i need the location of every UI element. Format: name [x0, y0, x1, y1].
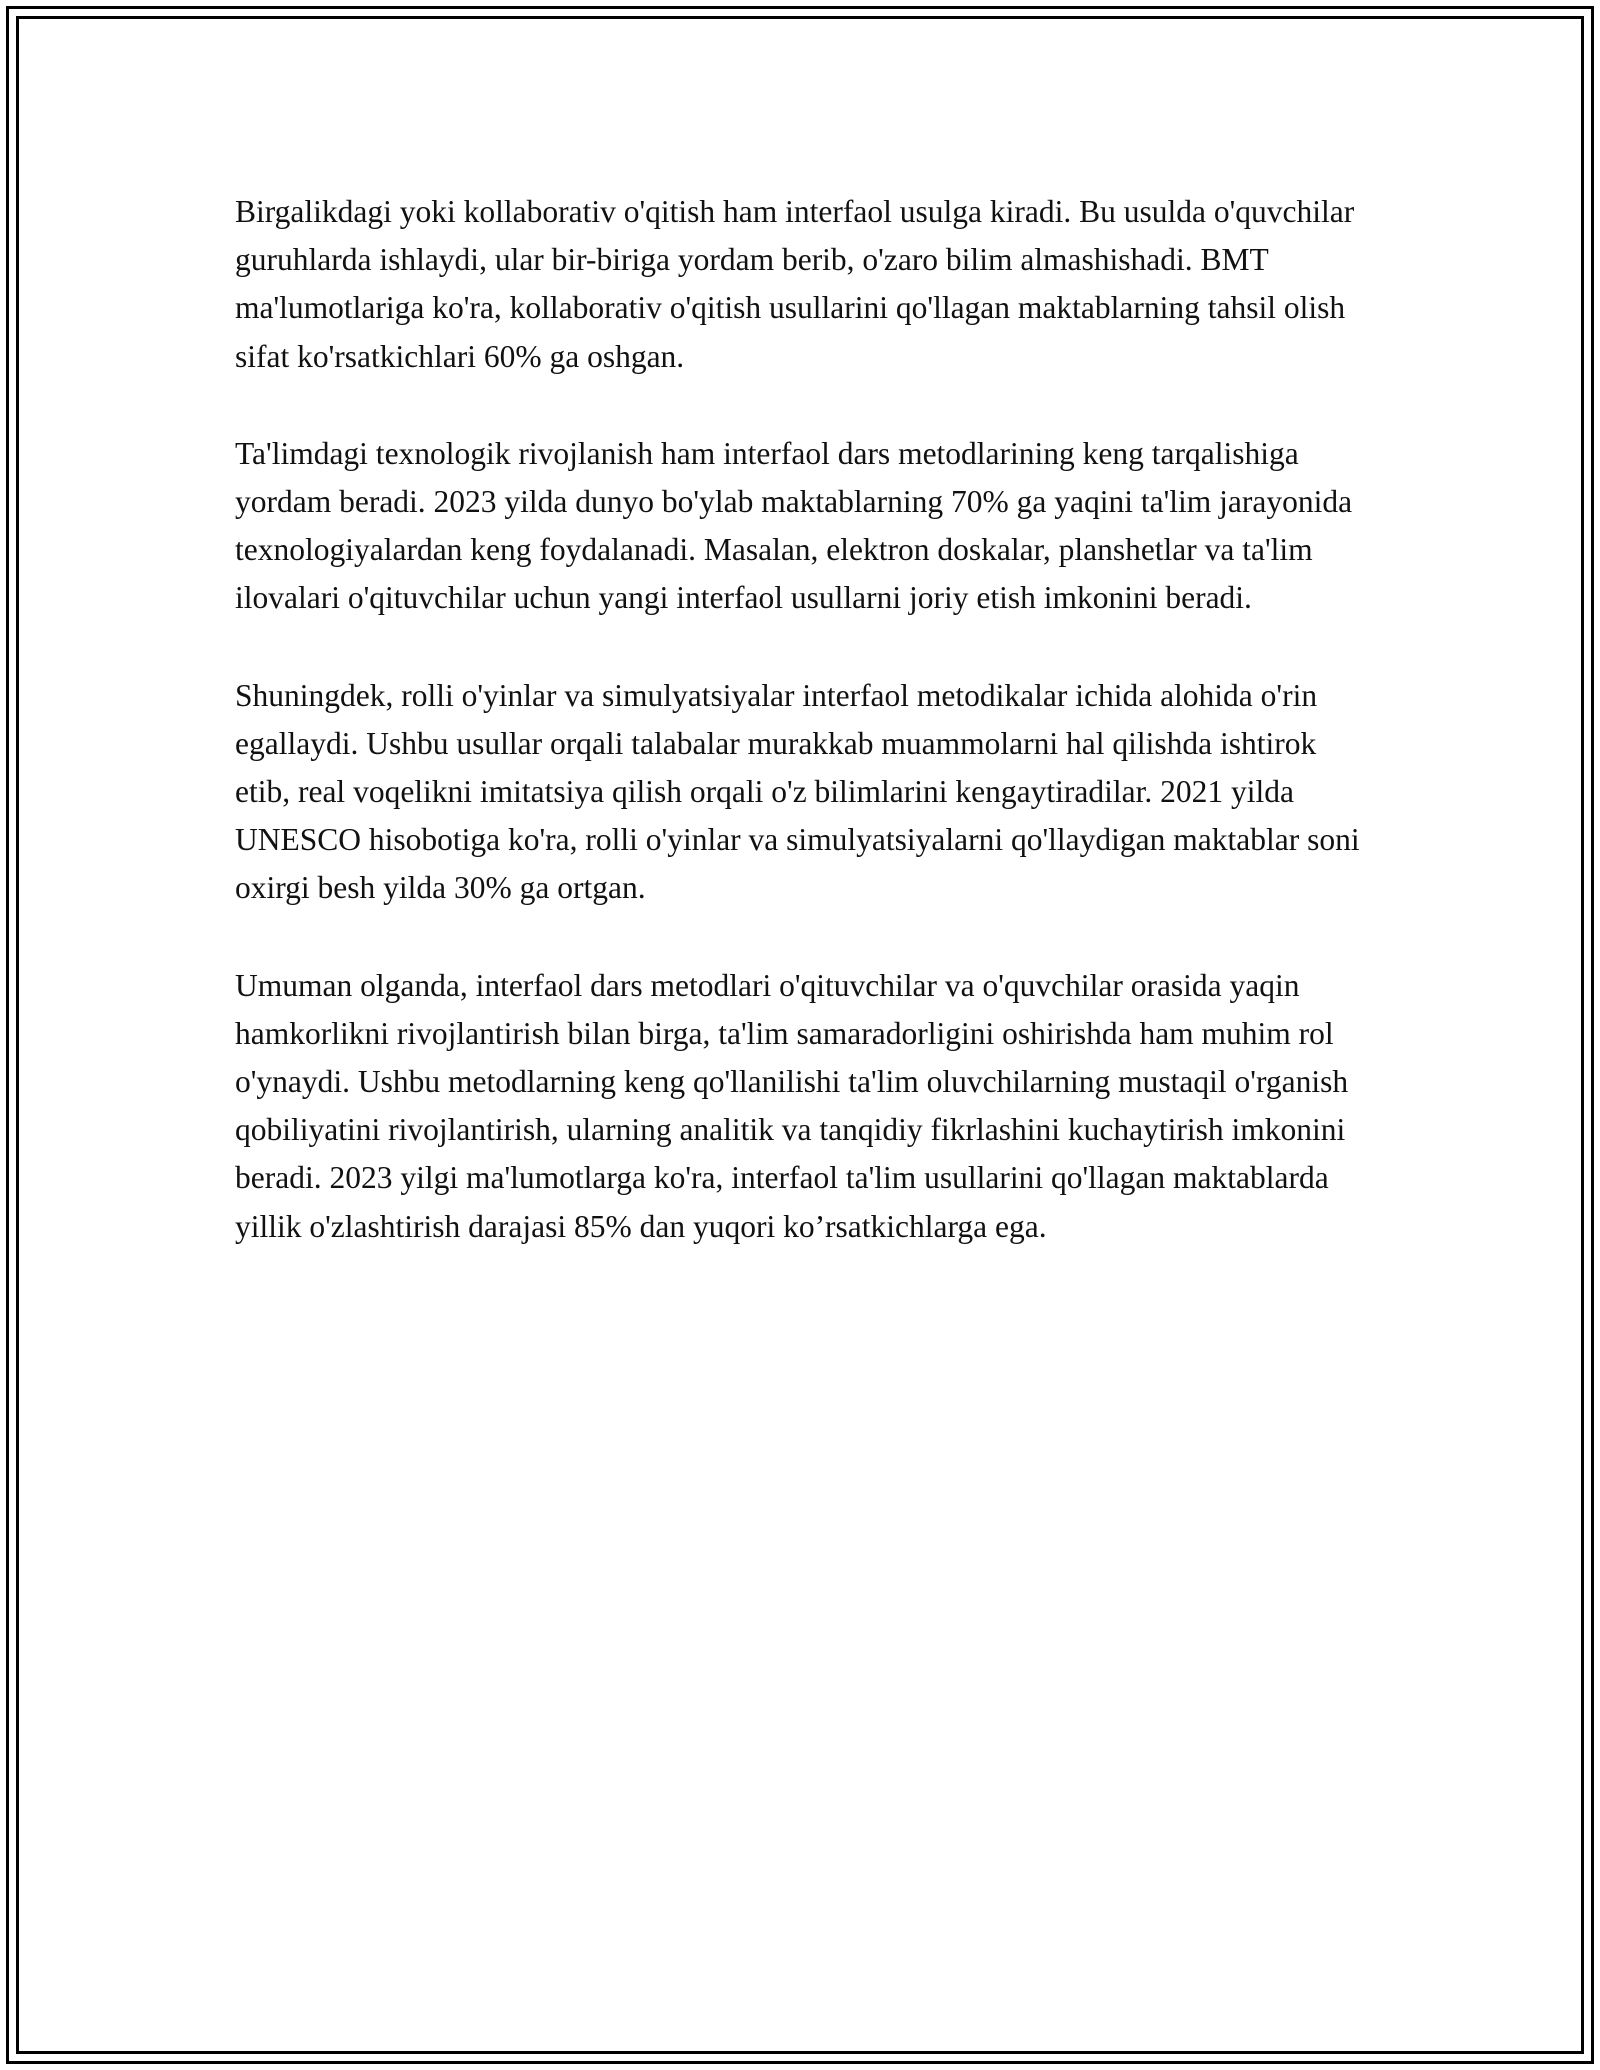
paragraph-collaborative-learning: Birgalikdagi yoki kollaborativ o'qitish ham interfaol usulga kiradi. Bu usulda o'quvchilar guruhlarda ishlaydi, ular bir-biriga yordam berib, o'zaro bilim almashishadi. BMT ma'lumotlariga ko'ra, kollaborativ o'qitish usullarini qo'llagan maktablarning tahsil olish sifat ko'rsatkichlari 60% ga oshgan.	[235, 194, 1355, 374]
paragraph-technology-development: Ta'limdagi texnologik rivojlanish ham interfaol dars metodlarining keng tarqalishiga yordam beradi. 2023 yilda dunyo bo'ylab maktablarning 70% ga yaqini ta'lim jarayonida texnologiyalardan keng foydalanadi. Masalan, elektron doskalar, planshetlar va ta'lim ilovalari o'qituvchilar uchun yangi interfaol usullarni joriy etish imkonini beradi.	[235, 435, 1353, 616]
document-body	[235, 188, 1375, 1251]
paragraph-role-play-simulations: Shuningdek, rolli o'yinlar va simulyatsiyalar interfaol metodikalar ichida alohida o'rin egallaydi. Ushbu usullar orqali talabalar murakkab muammolarni hal qilishda ishtirok etib, real voqelikni imitatsiya qilish orqali o'z bilimlarini kengaytiradilar. 2021 yilda UNESCO hisobotiga ko'ra, rolli o'yinlar va simulyatsiyalarni qo'llaydigan maktablar soni oxirgi besh yilda 30% ga ortgan.	[235, 677, 1360, 906]
paragraph-conclusion: Umuman olganda, interfaol dars metodlari o'qituvchilar va o'quvchilar orasida yaqin hamkorlikni rivojlantirish bilan birga, ta'lim samaradorligini oshirishda ham muhim rol o'ynaydi. Ushbu metodlarning keng qo'llanilishi ta'lim oluvchilarning mustaqil o'rganish qobiliyatini rivojlantirish, ularning analitik va tanqidiy fikrlashini kuchaytirish imkonini beradi. 2023 yilgi ma'lumotlarga ko'ra, interfaol ta'lim usullarini qo'llagan maktablarda yillik o'zlashtirish darajasi 85% dan yuqori ko’rsatkichlarga ega.	[235, 967, 1349, 1244]
